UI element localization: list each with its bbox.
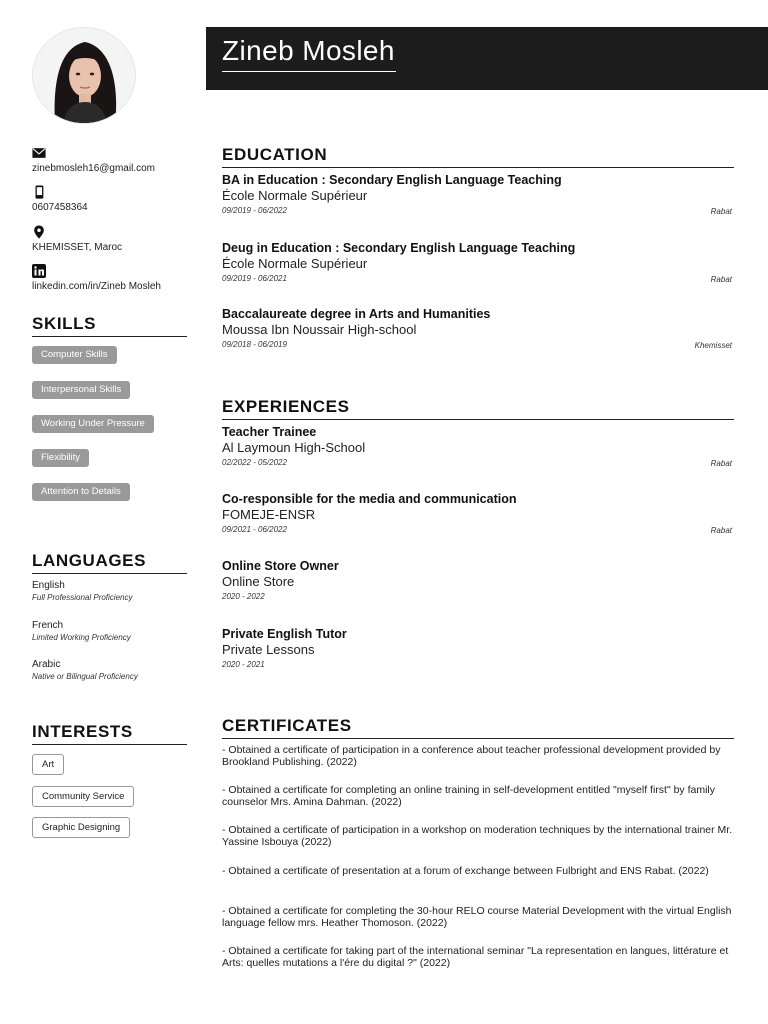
language-item	[32, 620, 192, 642]
certificate-item: - Obtained a certificate for taking part of the international seminar "La representation en langues, littérature et Arts: quelles mutations a l'ére du digital ?" (2022)	[222, 945, 729, 969]
entry-dates: 09/2019 - 06/2021	[222, 274, 287, 283]
entry-dates: 02/2022 - 05/2022	[222, 458, 287, 467]
skills-heading: SKILLS	[32, 314, 187, 337]
entry-org: FOMEJE-ENSR	[222, 507, 316, 522]
language-name: Arabic	[32, 659, 61, 670]
interest-tag: Art	[32, 754, 64, 775]
certificate-item: - Obtained a certificate for completing the 30-hour RELO course Material Development with the virtual English language fellow mrs. Heather Thomoson. (2022)	[222, 905, 732, 929]
skill-tag: Attention to Details	[32, 483, 130, 501]
education-entry	[222, 173, 732, 215]
interest-tag: Community Service	[32, 786, 134, 807]
contact-phone[interactable]	[32, 185, 188, 213]
experience-entry	[222, 559, 732, 601]
email-text: zinebmosleh16@gmail.com	[32, 163, 155, 174]
contact-email[interactable]	[32, 146, 188, 174]
skill-tag: Computer Skills	[32, 346, 117, 364]
certificates-heading: CERTIFICATES	[222, 716, 734, 739]
entry-org: Online Store	[222, 574, 295, 589]
entry-dates: 09/2019 - 06/2022	[222, 206, 287, 215]
name-header	[206, 27, 768, 90]
full-name: Zineb Mosleh	[222, 35, 395, 66]
certificate-item: - Obtained a certificate of presentation at a forum of exchange between Fulbright and ENS Rabat. (2022)	[222, 865, 709, 877]
entry-location: Khemisset	[694, 341, 732, 350]
phone-text: 0607458364	[32, 202, 88, 213]
skill-tag: Working Under Pressure	[32, 415, 154, 433]
experience-entry	[222, 627, 732, 669]
entry-location: Rabat	[710, 275, 732, 284]
name-underline	[222, 71, 396, 72]
entry-org: École Normale Supérieur	[222, 256, 368, 271]
entry-title: Co-responsible for the media and communication	[222, 492, 517, 506]
language-name: English	[32, 580, 65, 591]
linkedin-text: linkedin.com/in/Zineb Mosleh	[32, 281, 161, 292]
language-level: Full Professional Proficiency	[32, 593, 133, 602]
entry-location: Rabat	[710, 526, 732, 535]
entry-org: École Normale Supérieur	[222, 188, 368, 203]
entry-title: Deug in Education : Secondary English Language Teaching	[222, 241, 576, 255]
phone-icon	[32, 185, 46, 199]
entry-dates: 09/2021 - 06/2022	[222, 525, 287, 534]
certificate-item: - Obtained a certificate of participation in a conference about teacher professional development provided by Brookland Publishing. (2022)	[222, 744, 721, 768]
language-name: French	[32, 620, 64, 631]
language-item	[32, 659, 192, 681]
languages-heading: LANGUAGES	[32, 551, 187, 574]
entry-title: BA in Education : Secondary English Language Teaching	[222, 173, 562, 187]
entry-location: Rabat	[710, 459, 732, 468]
language-level: Native or Bilingual Proficiency	[32, 672, 138, 681]
entry-dates: 09/2018 - 06/2019	[222, 340, 287, 349]
entry-dates: 2020 - 2021	[222, 660, 265, 669]
language-level: Limited Working Proficiency	[32, 633, 131, 642]
experience-entry	[222, 425, 732, 467]
skill-tag: Interpersonal Skills	[32, 381, 130, 399]
certificate-item: - Obtained a certificate of participation in a workshop on moderation techniques by the international trainer Mr. Yassine Isbouya (2022)	[222, 824, 733, 848]
entry-org: Al Laymoun High-School	[222, 440, 366, 455]
education-entry	[222, 241, 732, 283]
contact-linkedin[interactable]	[32, 264, 188, 292]
location-pin-icon	[32, 225, 46, 239]
interests-heading: INTERESTS	[32, 722, 187, 745]
education-entry	[222, 307, 732, 349]
contact-location	[32, 225, 188, 253]
entry-org: Private Lessons	[222, 642, 315, 657]
experiences-heading: EXPERIENCES	[222, 397, 734, 420]
location-text: KHEMISSET, Maroc	[32, 242, 123, 253]
language-item	[32, 580, 192, 602]
skill-tag: Flexibility	[32, 449, 89, 467]
entry-title: Teacher Trainee	[222, 425, 317, 439]
envelope-icon	[32, 146, 46, 160]
entry-location: Rabat	[710, 207, 732, 216]
entry-title: Private English Tutor	[222, 627, 347, 641]
entry-org: Moussa Ibn Noussair High-school	[222, 322, 417, 337]
entry-title: Online Store Owner	[222, 559, 339, 573]
linkedin-icon	[32, 264, 46, 278]
certificate-item: - Obtained a certificate for completing an online training in self-development entitled "myself first" by family counselor Mrs. Amina Dahman. (2022)	[222, 784, 716, 808]
interest-tag: Graphic Designing	[32, 817, 130, 838]
experience-entry	[222, 492, 732, 534]
entry-title: Baccalaureate degree in Arts and Humanities	[222, 307, 491, 321]
entry-dates: 2020 - 2022	[222, 592, 265, 601]
profile-photo	[32, 27, 136, 124]
education-heading: EDUCATION	[222, 145, 734, 168]
